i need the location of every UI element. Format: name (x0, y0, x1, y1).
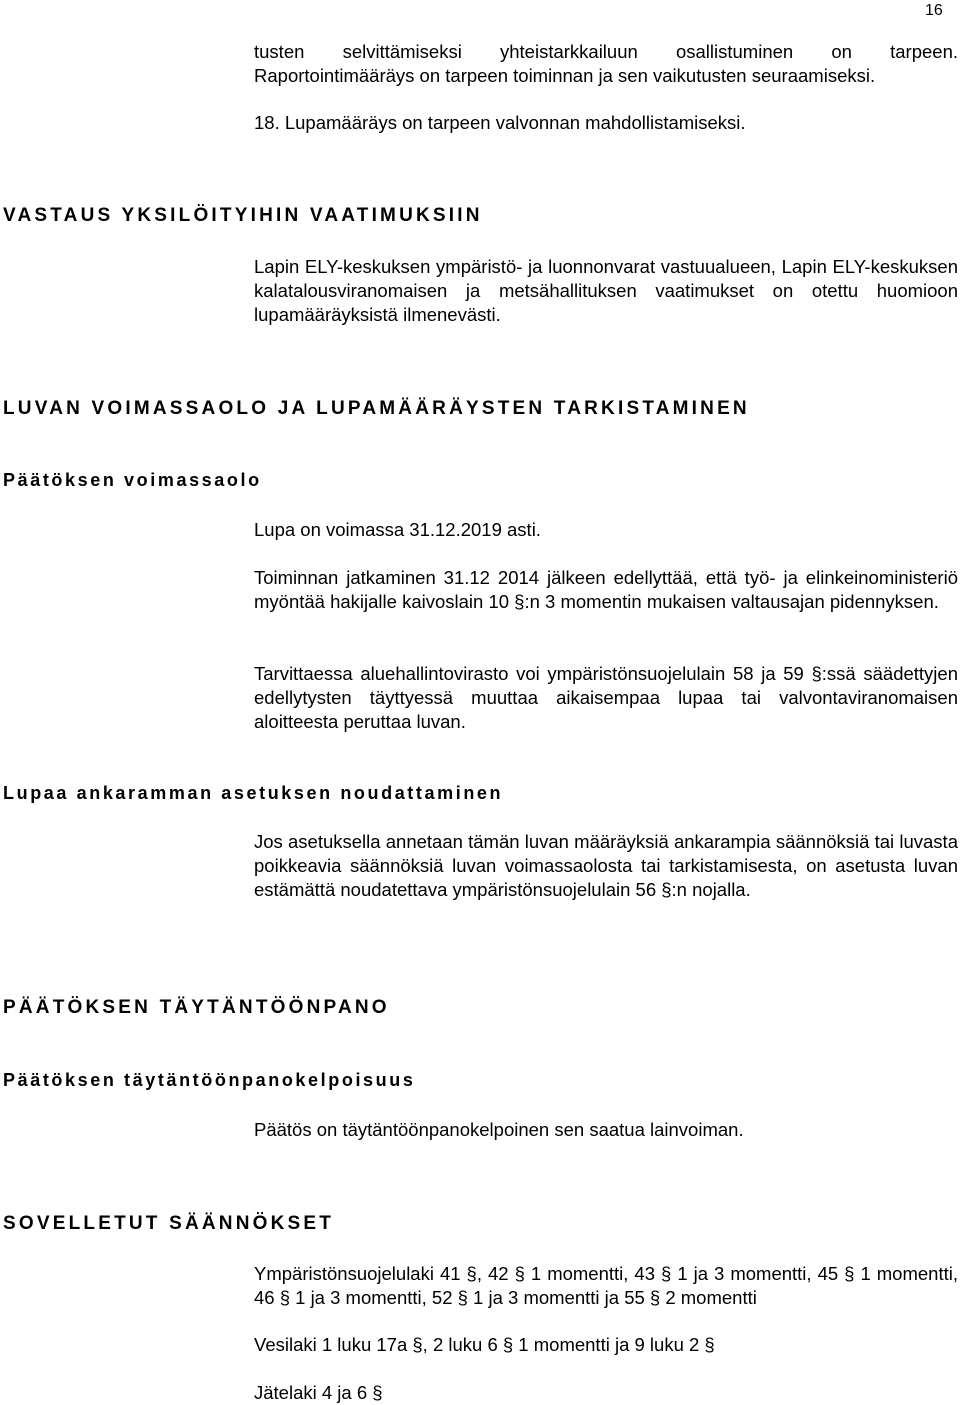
section-heading-taytantoonpano: PÄÄTÖKSEN TÄYTÄNTÖÖNPANO (3, 997, 390, 1018)
ankaramman-paragraph: Jos asetuksella annetaan tämän luvan määräyksiä ankarampia säännöksiä tai luvasta poikkeavia säännöksiä luvan voimassaolosta tai tarkistamisesta, on asetusta luvan estämättä noudatettava ympäristönsuojelulain 56 §:n nojalla. (254, 831, 958, 900)
section-heading-sovelletut: SOVELLETUT SÄÄNNÖKSET (3, 1213, 335, 1234)
subheading-lupaa-ankaramman: Lupaa ankaramman asetuksen noudattaminen (3, 783, 504, 803)
sovelletut-paragraph-1: Ympäristönsuojelulaki 41 §, 42 § 1 momentti, 43 § 1 ja 3 momentti, 45 § 1 momentti, 46 § 1 ja 3 momentti, 52 § 1 ja 3 momentti ja 55 § 2 momentti (254, 1263, 958, 1308)
voimassaolo-paragraph-2: Toiminnan jatkaminen 31.12 2014 jälkeen edellyttää, että työ- ja elinkeinoministeriö myöntää hakijalle kaivoslain 10 §:n 3 momentin mukaisen valtausajan pidennyksen. (254, 567, 958, 612)
voimassaolo-paragraph-1: Lupa on voimassa 31.12.2019 asti. (254, 519, 541, 540)
section-heading-vastaus: VASTAUS YKSILÖITYIHIN VAATIMUKSIIN (3, 205, 483, 226)
vastaus-paragraph: Lapin ELY-keskuksen ympäristö- ja luonnonvarat vastuualueen, Lapin ELY-keskuksen kalatalousviranomaisen ja metsähallituksen vaatimukset on otettu huomioon lupamääräyksistä ilmenevästi. (254, 256, 958, 325)
sovelletut-paragraph-3: Jätelaki 4 ja 6 § (254, 1382, 383, 1403)
section-heading-luvan-voimassaolo: LUVAN VOIMASSAOLO JA LUPAMÄÄRÄYSTEN TARKISTAMINEN (3, 398, 750, 419)
intro-paragraph-2: 18. Lupamääräys on tarpeen valvonnan mahdollistamiseksi. (254, 112, 746, 133)
taytantoonpano-paragraph: Päätös on täytäntöönpanokelpoinen sen saatua lainvoiman. (254, 1119, 744, 1140)
page-number: 16 (925, 2, 943, 19)
voimassaolo-paragraph-3: Tarvittaessa aluehallintovirasto voi ympäristönsuojelulain 58 ja 59 §:ssä säädettyjen edellytysten täyttyessä muuttaa aikaisempaa lupaa tai valvontaviranomaisen aloitteesta peruttaa luvan. (254, 663, 958, 732)
subheading-taytantoonpanokelpoisuus: Päätöksen täytäntöönpanokelpoisuus (3, 1070, 416, 1090)
subheading-paatoksen-voimassaolo: Päätöksen voimassaolo (3, 470, 262, 490)
sovelletut-paragraph-2: Vesilaki 1 luku 17a §, 2 luku 6 § 1 momentti ja 9 luku 2 § (254, 1334, 715, 1355)
intro-paragraph-1: tusten selvittämiseksi yhteistarkkailuun osallistuminen on tarpeen. Raportointimääräys on tarpeen toiminnan ja sen vaikutusten seuraamiseksi. (254, 41, 958, 86)
